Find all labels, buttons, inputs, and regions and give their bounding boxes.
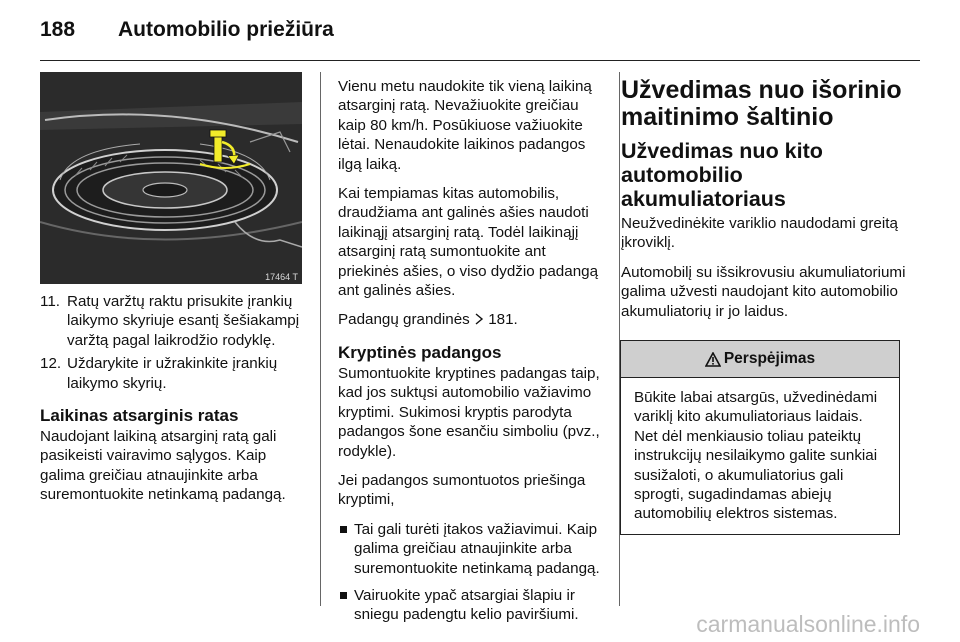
bullet-square-icon <box>340 592 347 599</box>
body-paragraph: Vienu metu naudokite tik vieną laikiną atsarginį ratą. Nevažiuokite greičiau kaip 80 km/h. Posūkiuose važiuokite lėtai. Nenaudokite laikinos padangos ilgą laiką. <box>338 78 592 173</box>
section-title-jump-start: Užvedimas nuo išorinio maitinimo šaltinio <box>621 76 902 131</box>
page-number: 188 <box>40 18 76 41</box>
step-item: 11. Ratų varžtų raktu prisukite įrankių laikymo skyriuje esantį šešiakampį varžtą pagal laikrodžio rodyklę. <box>40 293 300 349</box>
step-item: 12. Uždarykite ir užrakinkite įrankių laikymo skyrių. <box>40 355 278 392</box>
section-heading-temporary-spare: Laikinas atsarginis ratas <box>40 406 239 426</box>
warning-header <box>621 341 899 378</box>
section-heading-directional-tyres: Kryptinės padangos <box>338 342 502 362</box>
list-item: Tai gali turėti įtakos važiavimui. Kaip galima greičiau atnaujinkite arba suremontuokite netinkamą padangą. <box>338 520 610 578</box>
body-paragraph: Neužvedinėkite variklio naudodami greitą įkroviklį. <box>621 215 898 252</box>
subsection-title: Užvedimas nuo kito automobilio akumuliatoriaus <box>621 139 823 211</box>
column-3 <box>621 77 906 331</box>
spare-wheel-drawing <box>40 72 302 284</box>
warning-text: Būkite labai atsargūs, užvedinėdami variklį kito akumuliatoriaus laidais. Net dėl menkiausio toliau pateiktų instrukcijų nesilaikymo galite sunkiai susižaloti, o akumuliatorius gali sprogti, sugadindamas abiejų automobilių elektros sistemas. <box>634 389 878 523</box>
body-paragraph-chains: Padangų grandinės 181. <box>338 311 518 329</box>
column-divider-1 <box>320 72 321 606</box>
instruction-steps <box>40 292 308 393</box>
warning-box <box>620 340 900 535</box>
column-2 <box>338 77 610 633</box>
figure-code: 17464 T <box>265 272 298 282</box>
body-paragraph: Kai tempiamas kitas automobilis, draudžiama ant galinės ašies naudoti laikinąjį atsarginį ratą. Todėl laikinąjį atsarginį ratą sumontuokite ant priekinės ašies, o viso dydžio padangą ant galinės ašies. <box>338 185 599 300</box>
body-paragraph: Naudojant laikiną atsarginį ratą gali pasikeisti vairavimo sąlygos. Kaip galima greičiau atnaujinkite arba suremontuokite netinkamą padangą. <box>40 428 286 504</box>
body-paragraph: Automobilį su išsikrovusiu akumuliatoriumi galima užvesti naudojant kito automobilio akumuliatorių ir jo laidus. <box>621 263 906 320</box>
body-paragraph: Sumontuokite kryptines padangas taip, kad jos suktųsi automobilio važiavimo kryptimi. Sukimosi kryptis parodyta padangos šone esančiu simboliu (pvz., rodykle). <box>338 364 600 460</box>
page-reference-link[interactable]: 181. <box>488 311 518 329</box>
list-item: Vairuokite ypač atsargiai šlapiu ir sniegu padengtu kelio paviršiumi. <box>338 586 610 625</box>
page-header <box>40 18 334 42</box>
watermark: carmanualsonline.info <box>696 611 920 637</box>
column-1 <box>40 292 308 515</box>
warning-title: Perspėjimas <box>723 350 816 368</box>
warning-triangle-icon <box>705 352 721 367</box>
page-title: Automobilio priežiūra <box>118 18 334 41</box>
page-reference-icon <box>474 313 484 325</box>
bullet-list <box>338 520 610 625</box>
body-paragraph: Jei padangos sumontuotos priešinga kryptimi, <box>338 471 586 509</box>
spare-wheel-illustration <box>40 72 302 284</box>
bullet-square-icon <box>340 526 347 533</box>
header-rule <box>40 60 920 61</box>
